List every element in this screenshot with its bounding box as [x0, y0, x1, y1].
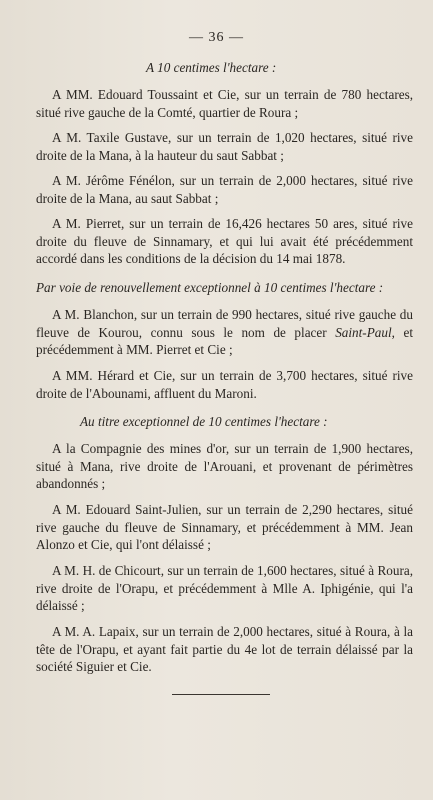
section-title-10-centimes: A 10 centimes l'hectare :	[146, 60, 277, 75]
blanchon-text-start: A M. Blanchon, sur un terrain de 990 hectares, situé rive gauche du fleuve de Kourou, connu sous le nom de placer	[36, 307, 413, 340]
paragraph-toussaint: A MM. Edouard Toussaint et Cie, sur un terrain de 780 hectares, situé rive gauche de la Comté, quartier de Roura ;	[36, 87, 413, 120]
section-title-titre-exceptionnel: Au titre exceptionnel de 10 centimes l'hectare :	[80, 414, 328, 429]
paragraph-compagnie-mines: A la Compagnie des mines d'or, sur un terrain de 1,900 hectares, situé à Mana, rive droite de l'Arouani, et provenant de périmètres abandonnés ;	[36, 441, 413, 491]
paragraph-lapaix: A M. A. Lapaix, sur un terrain de 2,000 hectares, situé à Roura, à la tête de l'Orapu, et ayant fait partie du 4e lot de terrain délaissé par la société Siguier et Cie.	[36, 624, 413, 674]
paragraph-pierret: A M. Pierret, sur un terrain de 16,426 hectares 50 ares, situé rive droite du fleuve de Sinnamary, et qui lui avait été précédemment accordé dans les conditions de la décision du 14 mai 1878.	[36, 216, 413, 266]
paragraph-herard: A MM. Hérard et Cie, sur un terrain de 3,700 hectares, situé rive droite de l'Abounami, affluent du Maroni.	[36, 368, 413, 401]
section-title-renouvellement: Par voie de renouvellement exceptionnel à 10 centimes l'hectare :	[36, 280, 384, 295]
blanchon-text-end: , et précédemment à MM. Pierret et Cie ;	[36, 324, 413, 357]
placer-name-italic: Saint-Paul	[335, 324, 392, 340]
paragraph-blanchon	[36, 306, 413, 359]
paragraph-de-chicourt: A M. H. de Chicourt, sur un terrain de 1,600 hectares, situé à Roura, rive droite de l'Orapu, et précédemment à Mlle A. Iphigénie, qui l'a délaissé ;	[36, 563, 413, 613]
paragraph-saint-julien: A M. Edouard Saint-Julien, sur un terrain de 2,290 hectares, situé rive gauche du fleuve de Sinnamary, et précédemment à MM. Jean Alonzo et Cie, qui l'ont délaissé ;	[36, 502, 413, 552]
paragraph-taxile-gustave: A M. Taxile Gustave, sur un terrain de 1,020 hectares, situé rive droite de la Mana, à la hauteur du saut Sabbat ;	[36, 130, 413, 163]
closing-rule	[172, 694, 270, 695]
page-number: — 36 —	[189, 30, 244, 45]
paragraph-jerome-fenelon: A M. Jérôme Fénélon, sur un terrain de 2,000 hectares, situé rive droite de la Mana, au saut Sabbat ;	[36, 173, 413, 206]
